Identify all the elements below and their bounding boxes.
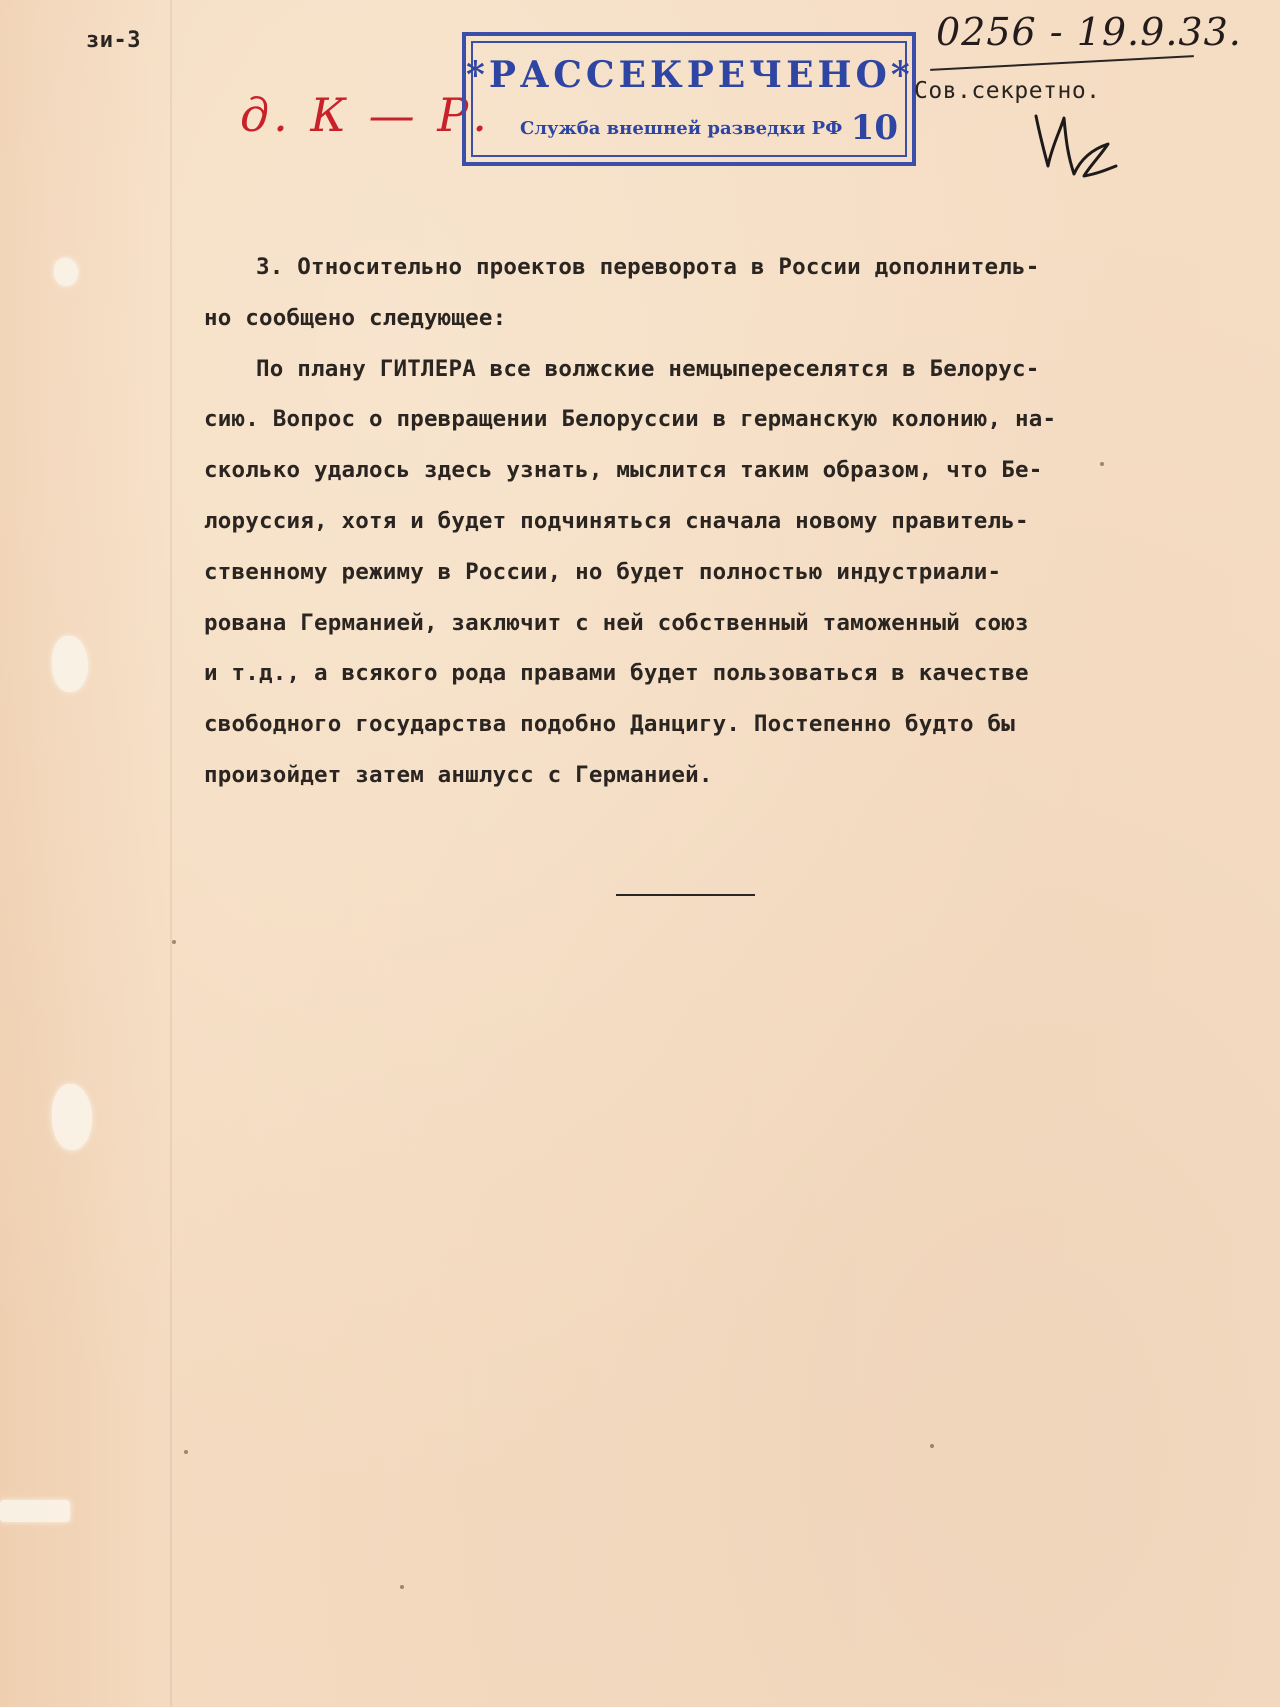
stamp-number: 10	[850, 108, 898, 148]
punch-hole	[52, 636, 88, 692]
date-underline	[930, 55, 1194, 71]
text-line: По плану ГИТЛЕРА все волжские немцыпереселятся в Белорус-	[256, 355, 1040, 382]
text-line: и т.д., а всякого рода правами будет пользоваться в качестве	[204, 660, 1029, 687]
text-line: сию. Вопрос о превращении Белоруссии в германскую колонию, на-	[204, 406, 1057, 433]
text-line: лоруссия, хотя и будет подчиняться сначала новому правитель-	[204, 507, 1029, 534]
text-line: рована Германией, заключит с ней собственный таможенный союз	[204, 609, 1029, 636]
handwritten-date: 0256 - 19.9.33.	[936, 10, 1242, 54]
end-separator-line	[616, 894, 755, 896]
classification-mark: Сов.секретно.	[914, 78, 1101, 104]
paper-speck	[400, 1585, 404, 1589]
punch-hole	[54, 258, 78, 286]
margin-crease	[170, 0, 172, 1707]
stamp-title: *РАССЕКРЕЧЕНО*	[466, 54, 914, 96]
text-line: сколько удалось здесь узнать, мыслится таким образом, что Бе-	[204, 457, 1043, 484]
handwritten-reference: д. К — Р.	[240, 88, 491, 142]
declassified-stamp	[462, 32, 916, 166]
signature-icon	[1030, 96, 1120, 186]
paper-speck	[172, 940, 176, 944]
text-line: свободного государства подобно Данцигу. Постепенно будто бы	[204, 711, 1016, 738]
text-line: 3. Относительно проектов переворота в России дополнитель-	[256, 254, 1040, 280]
punch-hole	[0, 1500, 70, 1522]
document-code: зи-3	[86, 28, 141, 53]
body-text	[204, 242, 1244, 801]
paper-speck	[930, 1444, 934, 1448]
stamp-agency: Служба внешней разведки РФ	[520, 118, 843, 139]
paper-speck	[184, 1450, 188, 1454]
text-line: ственному режиму в России, но будет полностью индустриали-	[204, 558, 1002, 585]
text-line: но сообщено следующее:	[204, 304, 507, 331]
punch-hole	[52, 1084, 92, 1150]
text-line: произойдет затем аншлусс с Германией.	[204, 761, 713, 788]
